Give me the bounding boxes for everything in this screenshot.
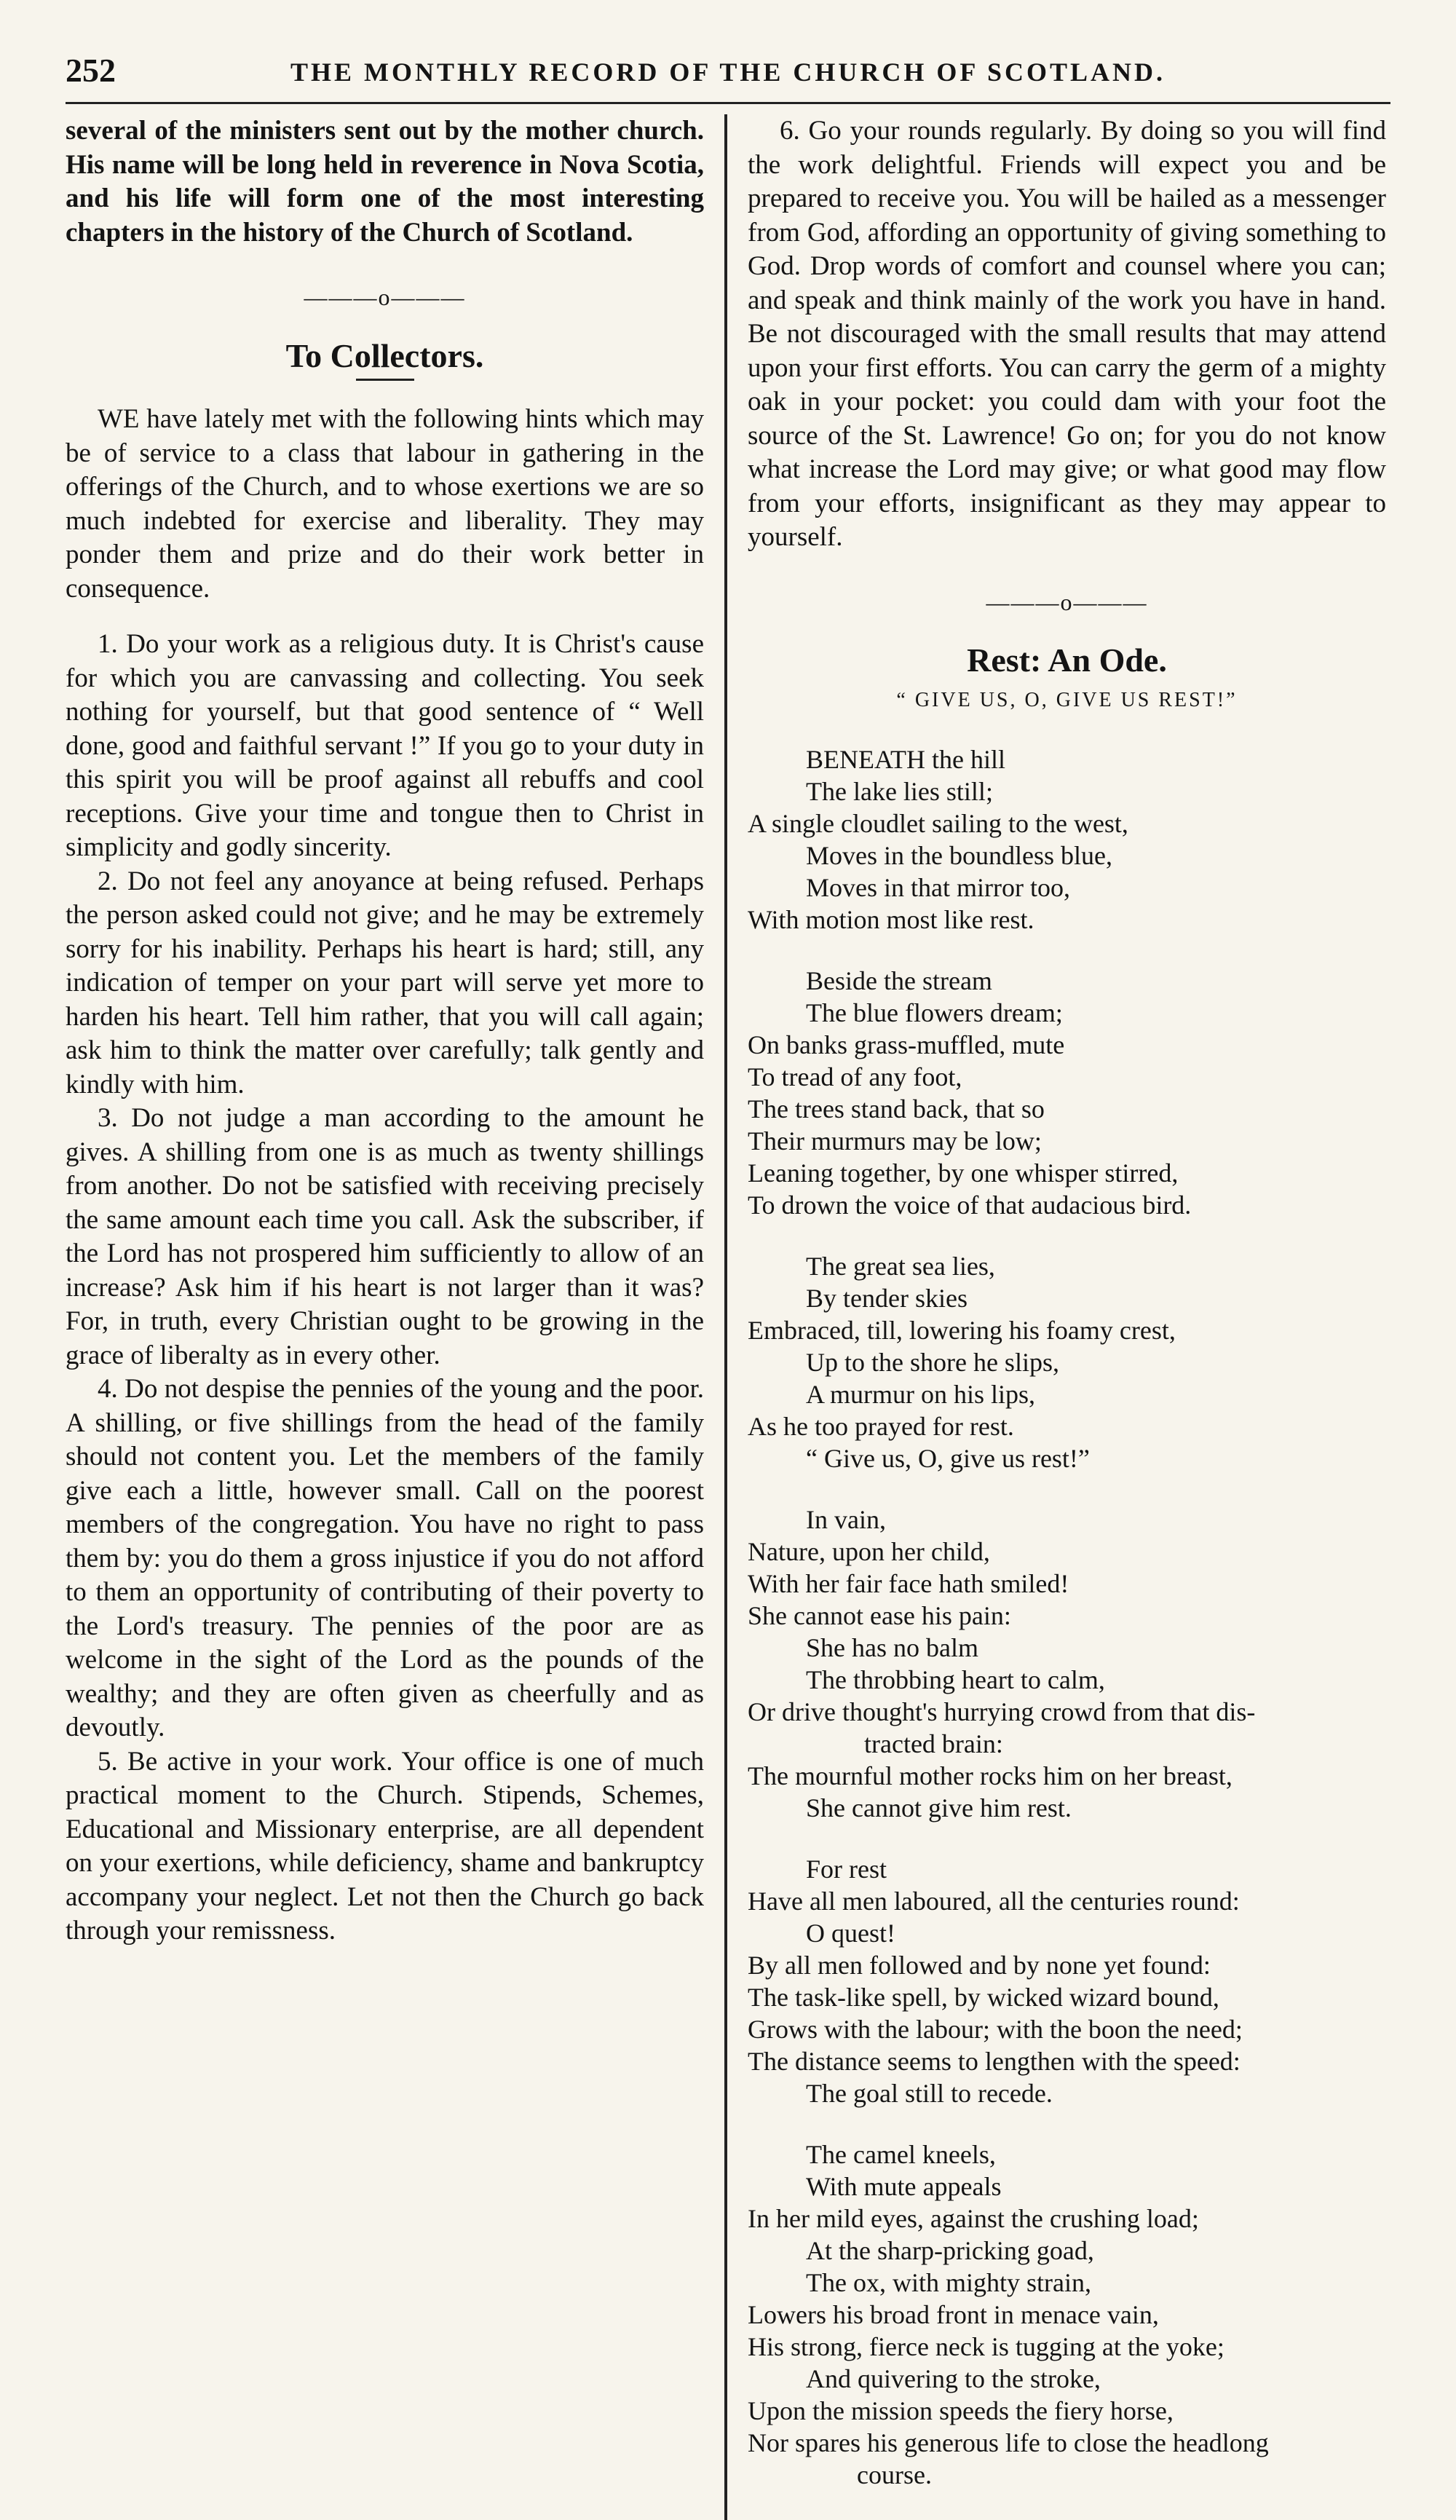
title-rule [356,379,414,381]
poem-line: BENEATH the hill [806,745,1005,774]
poem-line: On banks grass-muffled, mute [748,1030,1065,1059]
right-column [727,114,1386,2520]
poem-line: The camel kneels, [806,2140,996,2169]
poem-line: The ox, with mighty strain, [806,2268,1091,2297]
poem-line: The great sea lies, [806,1252,995,1281]
poem-title: Rest: An Ode. [967,641,1167,679]
section-divider: ———o——— [986,588,1148,615]
poem-line: By tender skies [806,1284,968,1313]
point-4: 4. Do not despise the pennies of the young and the poor. A shilling, or five shillings from the head of the family should not content you. Let the members of the family give each a little, however small. Call on the poorest members of the congregation. You have no right to pass them by: you do them a gross injustice if you do not afford to them an opportunity of contributing of their poverty to the Lord's treasury. The pennies of the poor are as welcome in the sight of the Lord as the pounds of the wealthy; and they are often given as cheerfully and as devoutly. [66,1374,704,1742]
poem-line: Beside the stream [806,966,992,995]
poem-line: A murmur on his lips, [806,1380,1036,1409]
poem-line: Embraced, till, lowering his foamy crest, [748,1316,1176,1345]
stanza-3 [748,1250,1386,1474]
poem-line: O quest! [806,1919,895,1948]
poem-line: With motion most like rest. [748,905,1034,934]
poem-line: By all men followed and by none yet found: [748,1951,1211,1980]
poem-line: The throbbing heart to calm, [806,1665,1105,1694]
poem-line: Moves in that mirror too, [806,873,1070,902]
poem-line: The trees stand back, that so [748,1094,1045,1123]
poem-line: Leaning together, by one whisper stirred, [748,1158,1179,1188]
stanza-4 [748,1504,1386,1824]
poem-line: Nature, upon her child, [748,1537,990,1566]
poem-line: To tread of any foot, [748,1062,962,1091]
poem-line: In her mild eyes, against the crushing load; [748,2204,1199,2233]
poem-line: The blue flowers dream; [806,998,1063,1027]
poem-line: Lowers his broad front in menace vain, [748,2300,1159,2329]
poem-epigraph: “ GIVE US, O, GIVE US REST!” [896,688,1238,711]
poem-line: Their murmurs may be low; [748,1126,1042,1156]
poem-line: She cannot ease his pain: [748,1601,1011,1630]
poem-line: At the sharp-pricking goad, [806,2236,1094,2265]
poem-line: Have all men laboured, all the centuries round: [748,1887,1240,1916]
poem-line: She has no balm [806,1633,978,1662]
left-column [66,114,724,2520]
point-2: 2. Do not feel any anoyance at being refused. Perhaps the person asked could not give; and he may be extremely sorry for his inability. Perhaps his heart is hard; still, any indication of temper on your part will serve yet more to harden his heart. Tell him rather, that you will call again; ask him to think the matter over carefully; talk gently and kindly with him. [66,866,704,1099]
stanza-2 [748,965,1386,1221]
poem-line: The lake lies still; [806,777,993,806]
poem-line: course. [857,2460,932,2489]
poem-line: As he too prayed for rest. [748,1412,1014,1441]
stanza-6 [748,2138,1386,2491]
poem-line: With mute appeals [806,2172,1002,2201]
poem-line: The distance seems to lengthen with the speed: [748,2047,1241,2076]
poem-line: tracted brain: [864,1729,1003,1758]
poem-line: “ Give us, O, give us rest!” [806,1444,1090,1473]
point-5: 5. Be active in your work. Your office is one of much practical moment to the Church. Stipends, Schemes, Educational and Missionary enterprise, are all dependent on your exertions, while deficiency, shame and bankruptcy accompany your neglect. Let not then the Church go back through your remissness. [66,1746,704,1946]
poem-line: Nor spares his generous life to close the headlong [748,2428,1269,2457]
poem-line: A single cloudlet sailing to the west, [748,809,1128,838]
poem-line: Upon the mission speeds the fiery horse, [748,2396,1174,2425]
poem-line: Grows with the labour; with the boon the need; [748,2015,1243,2044]
point-1: 1. Do your work as a religious duty. It is Christ's cause for which you are canvassing and collecting. You seek nothing for yourself, but that good sentence of “ Well done, good and faithful servant !” If you go to your duty in this spirit you will be proof against all rebuffs and cool receptions. Give your time and tongue then to Christ in simplicity and godly sincerity. [66,629,704,862]
point-6: 6. Go your rounds regularly. By doing so you will find the work delightful. Friends will expect you and be prepared to receive you. You will be hailed as a messenger from God, affording an opportunity of giving something to God. Drop words of comfort and counsel where you can; and speak and think mainly of the work you have in hand. Be not discouraged with the small results that may attend upon your first efforts. You can carry the germ of a mighty oak in your pocket: you could dam with your foot the source of the St. Lawrence! Go on; for you do not know what increase the Lord may give; or what good may flow from your efforts, insignificant as they may appear to yourself. [748,116,1386,552]
poem-line: With her fair face hath smiled! [748,1569,1069,1598]
poem-line: To drown the voice of that audacious bird. [748,1190,1192,1220]
poem-line: The goal still to recede. [806,2079,1053,2108]
poem-line: In vain, [806,1505,886,1534]
lead-paragraph: WE have lately met with the following hints which may be of service to a class that labour in gathering in the offerings of the Church, and to whose exertions we are so much indebted for exercise and liberality. They may ponder them and prize and do their work better in consequence. [66,404,704,604]
running-title: THE MONTHLY RECORD OF THE CHURCH OF SCOTLAND. [290,58,1166,87]
poem-line: For rest [806,1855,887,1884]
intro-paragraph: several of the ministers sent out by the mother church. His name will be long held in reverence in Nova Scotia, and his life will form one of the most interesting chapters in the history of the Church of Scotland. [66,116,704,248]
point-3: 3. Do not judge a man according to the amount he gives. A shilling from one is as much as twenty shillings from another. Do not be satisfied with receiving precisely the same amount each time you call. Ask the subscriber, if the Lord has not prospered him sufficiently to allow of an increase? Ask him if his heart is not larger than it was? For, in truth, every Christian ought to be growing in the grace of liberalty as in every other. [66,1103,704,1370]
page-number: 252 [66,52,116,89]
section-title: To Collectors. [285,336,484,374]
poem-line: Moves in the boundless blue, [806,841,1112,870]
poem-line: She cannot give him rest. [806,1793,1072,1822]
section-divider: ———o——— [304,284,466,310]
page-header [66,51,1390,104]
poem-line: Or drive thought's hurrying crowd from that dis- [748,1697,1256,1726]
poem-line: The mournful mother rocks him on her breast, [748,1761,1233,1790]
poem-line: Up to the shore he slips, [806,1348,1059,1377]
poem-line: His strong, fierce neck is tugging at the yoke; [748,2332,1224,2361]
two-column-body [66,114,1390,2520]
poem-line: The task-like spell, by wicked wizard bound, [748,1983,1219,2012]
poem-line: And quivering to the stroke, [806,2364,1101,2393]
stanza-1 [748,743,1386,936]
stanza-5 [748,1853,1386,2109]
